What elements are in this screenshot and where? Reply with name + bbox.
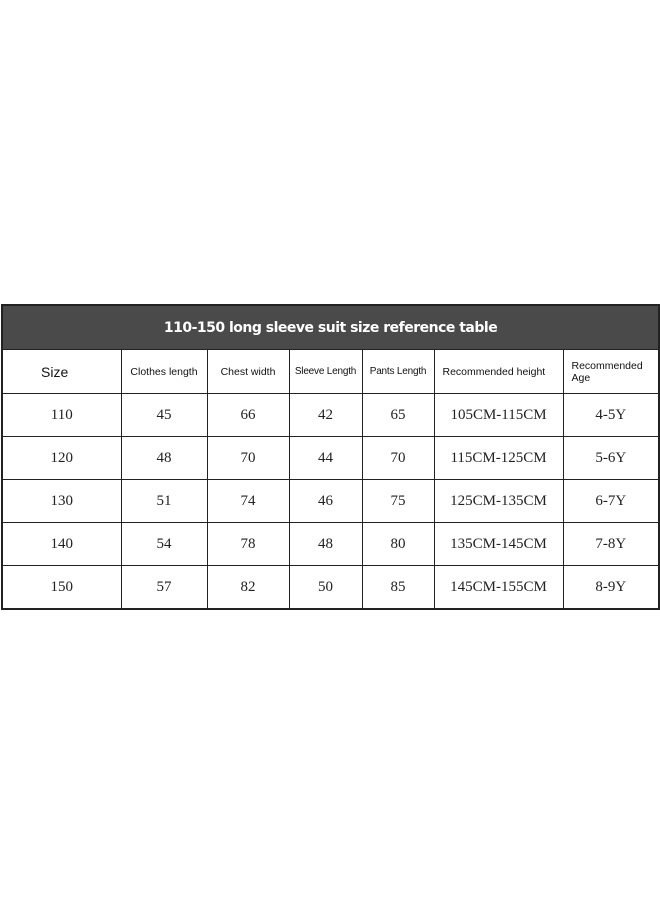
cell-recommended-age: 6-7Y xyxy=(563,480,659,523)
cell-size: 140 xyxy=(2,523,121,566)
cell-size: 150 xyxy=(2,566,121,610)
cell-recommended-age: 5-6Y xyxy=(563,437,659,480)
cell-clothes-length: 51 xyxy=(121,480,207,523)
cell-pants-length: 65 xyxy=(362,394,434,437)
cell-size: 120 xyxy=(2,437,121,480)
cell-sleeve-length: 48 xyxy=(289,523,362,566)
cell-recommended-height: 115CM-125CM xyxy=(434,437,563,480)
cell-chest-width: 78 xyxy=(207,523,289,566)
cell-pants-length: 75 xyxy=(362,480,434,523)
cell-recommended-age: 8-9Y xyxy=(563,566,659,610)
cell-sleeve-length: 44 xyxy=(289,437,362,480)
cell-size: 110 xyxy=(2,394,121,437)
cell-sleeve-length: 42 xyxy=(289,394,362,437)
size-reference-table xyxy=(1,304,660,610)
table-row xyxy=(2,523,659,566)
cell-recommended-age: 7-8Y xyxy=(563,523,659,566)
cell-recommended-height: 145CM-155CM xyxy=(434,566,563,610)
table-row xyxy=(2,437,659,480)
cell-chest-width: 70 xyxy=(207,437,289,480)
title-row xyxy=(2,305,659,350)
header-clothes-length: Clothes length xyxy=(121,350,207,394)
cell-chest-width: 66 xyxy=(207,394,289,437)
header-recommended-height: Recommended height xyxy=(434,350,563,394)
cell-recommended-height: 125CM-135CM xyxy=(434,480,563,523)
cell-recommended-height: 135CM-145CM xyxy=(434,523,563,566)
cell-recommended-height: 105CM-115CM xyxy=(434,394,563,437)
cell-sleeve-length: 46 xyxy=(289,480,362,523)
cell-pants-length: 70 xyxy=(362,437,434,480)
header-size: Size xyxy=(2,350,121,394)
cell-sleeve-length: 50 xyxy=(289,566,362,610)
table-row xyxy=(2,566,659,610)
cell-size: 130 xyxy=(2,480,121,523)
table-row xyxy=(2,480,659,523)
cell-clothes-length: 54 xyxy=(121,523,207,566)
table-row xyxy=(2,394,659,437)
cell-recommended-age: 4-5Y xyxy=(563,394,659,437)
header-sleeve-length: Sleeve Length xyxy=(289,350,362,394)
cell-chest-width: 82 xyxy=(207,566,289,610)
cell-clothes-length: 48 xyxy=(121,437,207,480)
header-chest-width: Chest width xyxy=(207,350,289,394)
header-row xyxy=(2,350,659,394)
header-recommended-age: Recommended Age xyxy=(563,350,659,394)
cell-clothes-length: 57 xyxy=(121,566,207,610)
header-pants-length: Pants Length xyxy=(362,350,434,394)
cell-pants-length: 85 xyxy=(362,566,434,610)
table-title: 110-150 long sleeve suit size reference table xyxy=(2,305,659,350)
cell-pants-length: 80 xyxy=(362,523,434,566)
cell-chest-width: 74 xyxy=(207,480,289,523)
cell-clothes-length: 45 xyxy=(121,394,207,437)
